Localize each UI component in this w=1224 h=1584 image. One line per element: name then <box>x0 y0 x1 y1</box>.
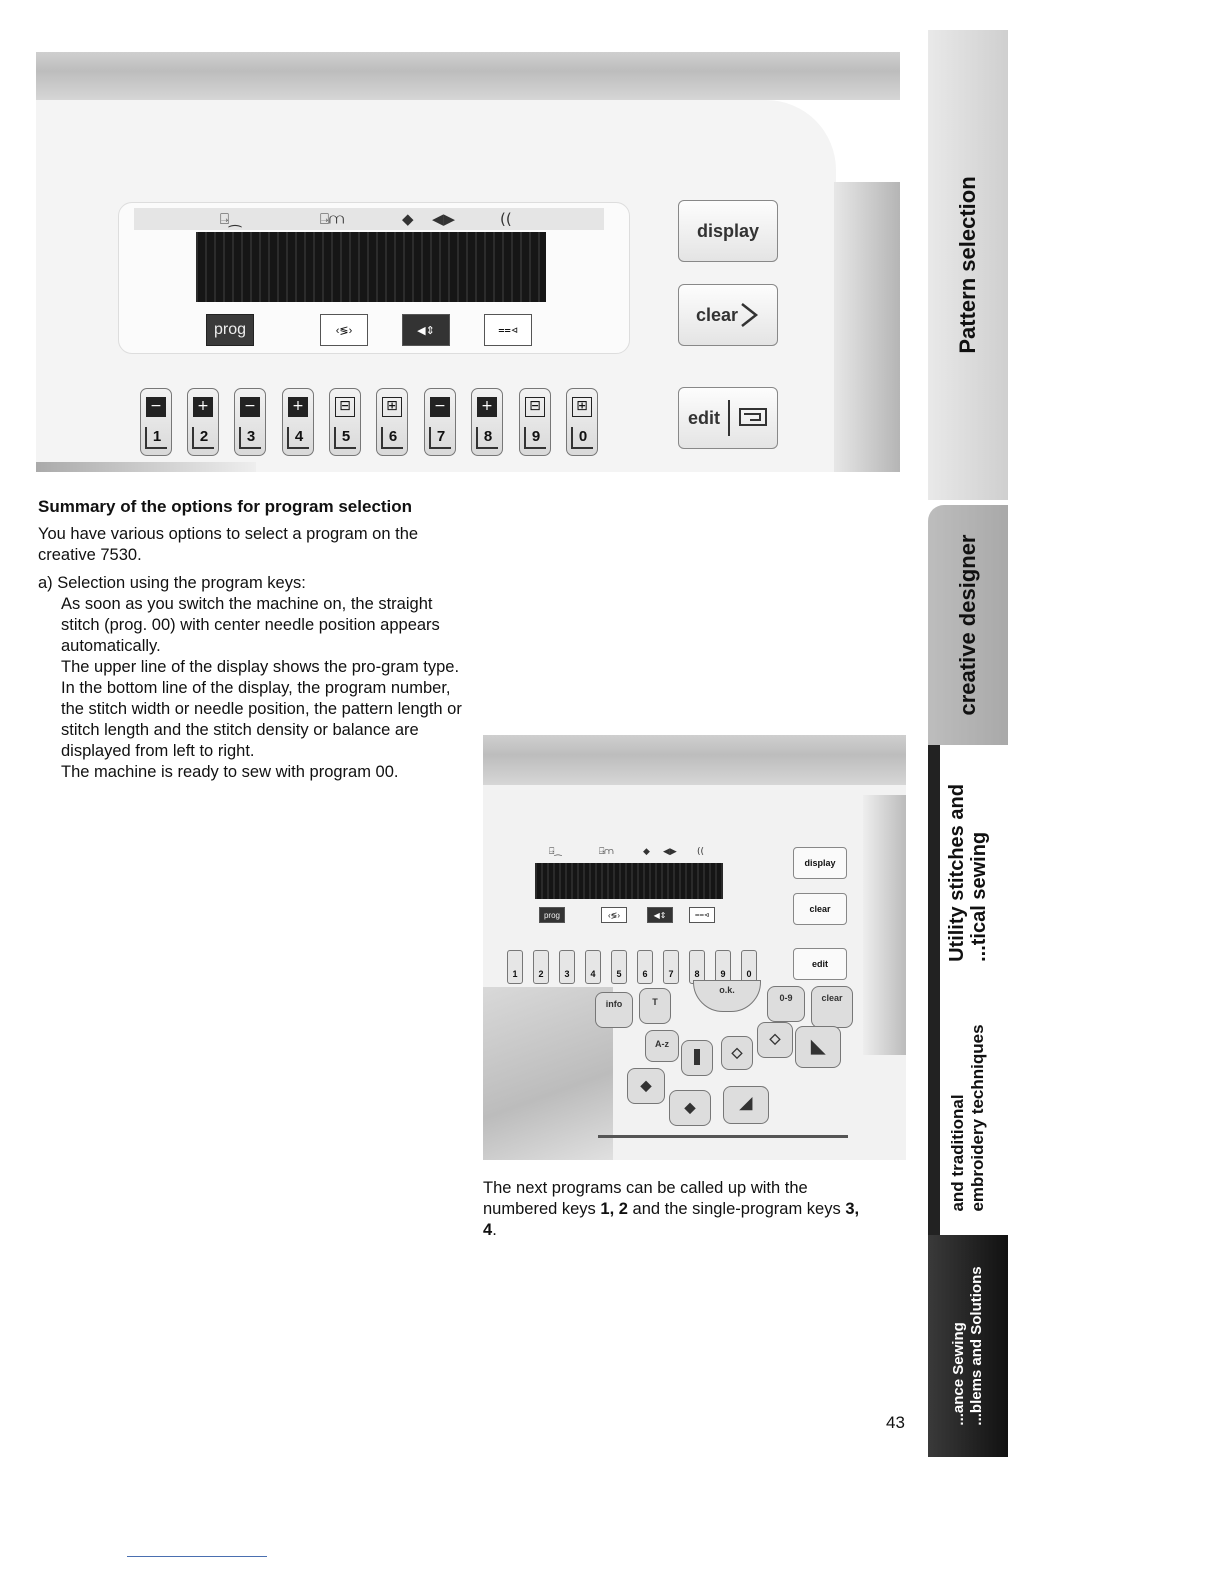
tab-label-line: and traditional <box>948 1093 967 1212</box>
footer-rule <box>127 1556 267 1557</box>
sewing-machine-panel-photo <box>36 52 900 472</box>
diamond-icon: ◇ <box>731 1044 743 1060</box>
number-key-5[interactable] <box>329 388 361 456</box>
tab-label-line: ...blems and Solutions <box>968 1266 985 1426</box>
minus-icon: − <box>240 397 260 417</box>
number-mode-key[interactable]: 0-9 <box>767 986 805 1022</box>
sewing-machine-icon <box>738 406 768 430</box>
bar-icon <box>694 1049 700 1065</box>
arrow-icon: ◇ <box>769 1030 781 1046</box>
tab-utility-stitches[interactable] <box>928 745 1008 1000</box>
tab-embroidery-techniques[interactable] <box>928 1000 1008 1235</box>
number-key-0[interactable] <box>566 388 598 456</box>
eraser-key[interactable] <box>627 1068 665 1104</box>
machine-edge <box>863 795 906 1055</box>
eraser-icon: ◆ <box>640 1077 652 1093</box>
boxed-minus-icon: ⊟ <box>335 397 355 417</box>
tab-label <box>955 176 981 353</box>
stitch-length-button[interactable]: ⩵⊲ <box>689 907 715 923</box>
paragraph-line: In the bottom line of the display, the program number, the stitch width or needle position, the pattern length or stitch length and the stitch density or balance are displayed from left to right. <box>61 679 462 760</box>
tab-edge <box>928 745 940 1000</box>
tab-label-line: ...tical sewing <box>968 831 990 962</box>
display-button-label: display <box>696 220 760 241</box>
caption-keys: 3, 4 <box>483 1200 860 1239</box>
eraser-icon <box>738 302 760 328</box>
number-key-8[interactable]: 8 <box>689 950 705 984</box>
divider <box>598 1135 848 1138</box>
tab-label <box>950 1266 986 1425</box>
fill-key[interactable] <box>669 1090 711 1126</box>
stitch-width-button[interactable]: ‹≶› <box>601 907 627 923</box>
number-key-3[interactable]: 3 <box>559 950 575 984</box>
triangle-icon: ◢ <box>739 1095 753 1112</box>
display-button[interactable] <box>678 200 778 262</box>
key-digit: 5 <box>334 427 356 449</box>
boxed-plus-icon: ⊞ <box>572 397 592 417</box>
paragraph-line: As soon as you switch the machine on, the straight stitch (prog. 00) with center needle position appears automatically. <box>61 595 440 655</box>
key-digit: 4 <box>287 427 309 449</box>
edit-button-label: edit <box>687 407 720 428</box>
lcd-display <box>196 232 546 302</box>
key-digit: 9 <box>524 427 546 449</box>
intro-paragraph: You have various options to select a program on the creative 7530. <box>38 525 419 564</box>
mirror-image-button[interactable]: ◀⇕ <box>402 314 450 346</box>
caption-text: and the single-program keys <box>627 1200 846 1218</box>
section-heading: Summary of the options for program selection <box>38 497 413 516</box>
caption-text: The next programs can be called up with the numbered keys <box>483 1179 808 1218</box>
paragraph-line: The upper line of the display shows the pro-gram type. <box>61 658 460 676</box>
number-key-6[interactable] <box>376 388 408 456</box>
edit-button[interactable] <box>678 387 778 449</box>
start-key[interactable] <box>795 1026 841 1068</box>
program-keys-photo <box>483 735 906 1160</box>
clear-button[interactable]: clear <box>793 893 847 925</box>
stitch-width-button[interactable]: ‹≶› <box>320 314 368 346</box>
number-key-3[interactable] <box>234 388 266 456</box>
plus-icon: + <box>477 397 497 417</box>
edit-key[interactable] <box>757 1022 793 1058</box>
key-digit: 6 <box>381 427 403 449</box>
prog-button[interactable]: prog <box>206 314 254 346</box>
clear-button-label: clear <box>695 304 739 325</box>
key-digit: 2 <box>192 427 214 449</box>
number-key-9[interactable] <box>519 388 551 456</box>
list-item-a <box>38 573 468 783</box>
page-number: 43 <box>886 1413 905 1432</box>
boxed-plus-icon: ⊞ <box>382 397 402 417</box>
function-key-dial <box>573 980 863 1150</box>
pause-key[interactable] <box>681 1040 713 1076</box>
balance-icon: ◀▶ <box>663 847 677 857</box>
minus-icon: − <box>146 397 166 417</box>
decorative-stitch-icon: ⍈⩋ <box>599 847 614 857</box>
caption-keys: 1, 2 <box>600 1200 628 1218</box>
clear-button[interactable] <box>678 284 778 346</box>
key-digit: 8 <box>476 427 498 449</box>
boxed-minus-icon: ⊟ <box>525 397 545 417</box>
balance-icon: ◀▶ <box>432 210 456 228</box>
number-key-6[interactable]: 6 <box>637 950 653 984</box>
clear-key[interactable]: clear <box>811 986 853 1028</box>
caption-text: . <box>492 1221 497 1239</box>
divider <box>728 400 730 436</box>
tab-edge <box>928 1000 940 1235</box>
key-digit: 1 <box>145 427 167 449</box>
lcd-icon-strip <box>513 847 763 863</box>
key-digit: 3 <box>239 427 261 449</box>
memory-key[interactable] <box>721 1036 753 1070</box>
tab-label-line: embroidery techniques <box>968 1023 987 1212</box>
number-key-4[interactable]: 4 <box>585 950 601 984</box>
tab-label-line: creative designer <box>955 534 980 716</box>
info-key[interactable]: info <box>595 992 633 1028</box>
decorative-stitch-icon: ⍈⩋ <box>320 210 345 228</box>
prog-button[interactable]: prog <box>539 907 565 923</box>
photo-background-strip <box>483 735 906 785</box>
number-key-1[interactable] <box>140 388 172 456</box>
stitch-type-icon: ⍈⁔ <box>220 210 242 228</box>
number-key-7[interactable] <box>424 388 456 456</box>
tab-label-line: Utility stitches and <box>946 783 968 962</box>
tab-label <box>946 784 990 962</box>
alphabet-key[interactable]: A-z <box>645 1030 679 1062</box>
plus-icon: + <box>193 397 213 417</box>
number-key-9[interactable]: 9 <box>715 950 731 984</box>
bucket-icon: ◆ <box>684 1099 696 1115</box>
number-key-2[interactable]: 2 <box>533 950 549 984</box>
display-button[interactable]: display <box>793 847 847 879</box>
sound-icon: (( <box>500 210 512 228</box>
tab-pattern-selection[interactable] <box>928 30 1008 500</box>
ok-key[interactable]: o.k. <box>693 980 761 1012</box>
tab-problems-and-solutions[interactable] <box>928 1235 1008 1457</box>
stitch-density-icon: ◆ <box>643 847 650 857</box>
machine-edge <box>834 182 900 472</box>
list-item-body <box>38 594 468 783</box>
number-key-1[interactable]: 1 <box>507 950 523 984</box>
thread-key[interactable]: T <box>639 988 671 1024</box>
number-key-0[interactable]: 0 <box>741 950 757 984</box>
stitch-type-icon: ⍈⁔ <box>549 847 562 857</box>
key-digit: 0 <box>571 427 593 449</box>
tab-creative-designer[interactable] <box>928 505 1008 745</box>
tab-label <box>955 535 981 716</box>
number-key-7[interactable]: 7 <box>663 950 679 984</box>
lcd-icon-strip <box>134 208 604 230</box>
paragraph-line: The machine is ready to sew with program 00. <box>61 763 399 781</box>
sound-icon: (( <box>697 847 705 857</box>
triangle-icon: ◣ <box>811 1036 825 1056</box>
tab-label-line: Pattern selection <box>955 176 980 354</box>
mirror-image-button[interactable]: ◀⇕ <box>647 907 673 923</box>
tab-label <box>948 1024 988 1211</box>
cursor-key[interactable] <box>723 1086 769 1124</box>
photo-caption <box>483 1178 873 1241</box>
shadow <box>36 462 256 472</box>
tab-label-line: ...ance Sewing <box>950 1322 967 1426</box>
minus-icon: − <box>430 397 450 417</box>
plus-icon: + <box>288 397 308 417</box>
stitch-density-icon: ◆ <box>402 210 414 228</box>
number-key-8[interactable] <box>471 388 503 456</box>
key-digit: 7 <box>429 427 451 449</box>
number-key-2[interactable] <box>187 388 219 456</box>
edit-button[interactable]: edit <box>793 948 847 980</box>
number-key-4[interactable] <box>282 388 314 456</box>
lcd-display <box>535 863 723 899</box>
stitch-length-button[interactable]: ⩵⊲ <box>484 314 532 346</box>
photo-background-strip <box>36 52 900 100</box>
list-item-label: a) Selection using the program keys: <box>38 574 306 592</box>
number-key-5[interactable]: 5 <box>611 950 627 984</box>
